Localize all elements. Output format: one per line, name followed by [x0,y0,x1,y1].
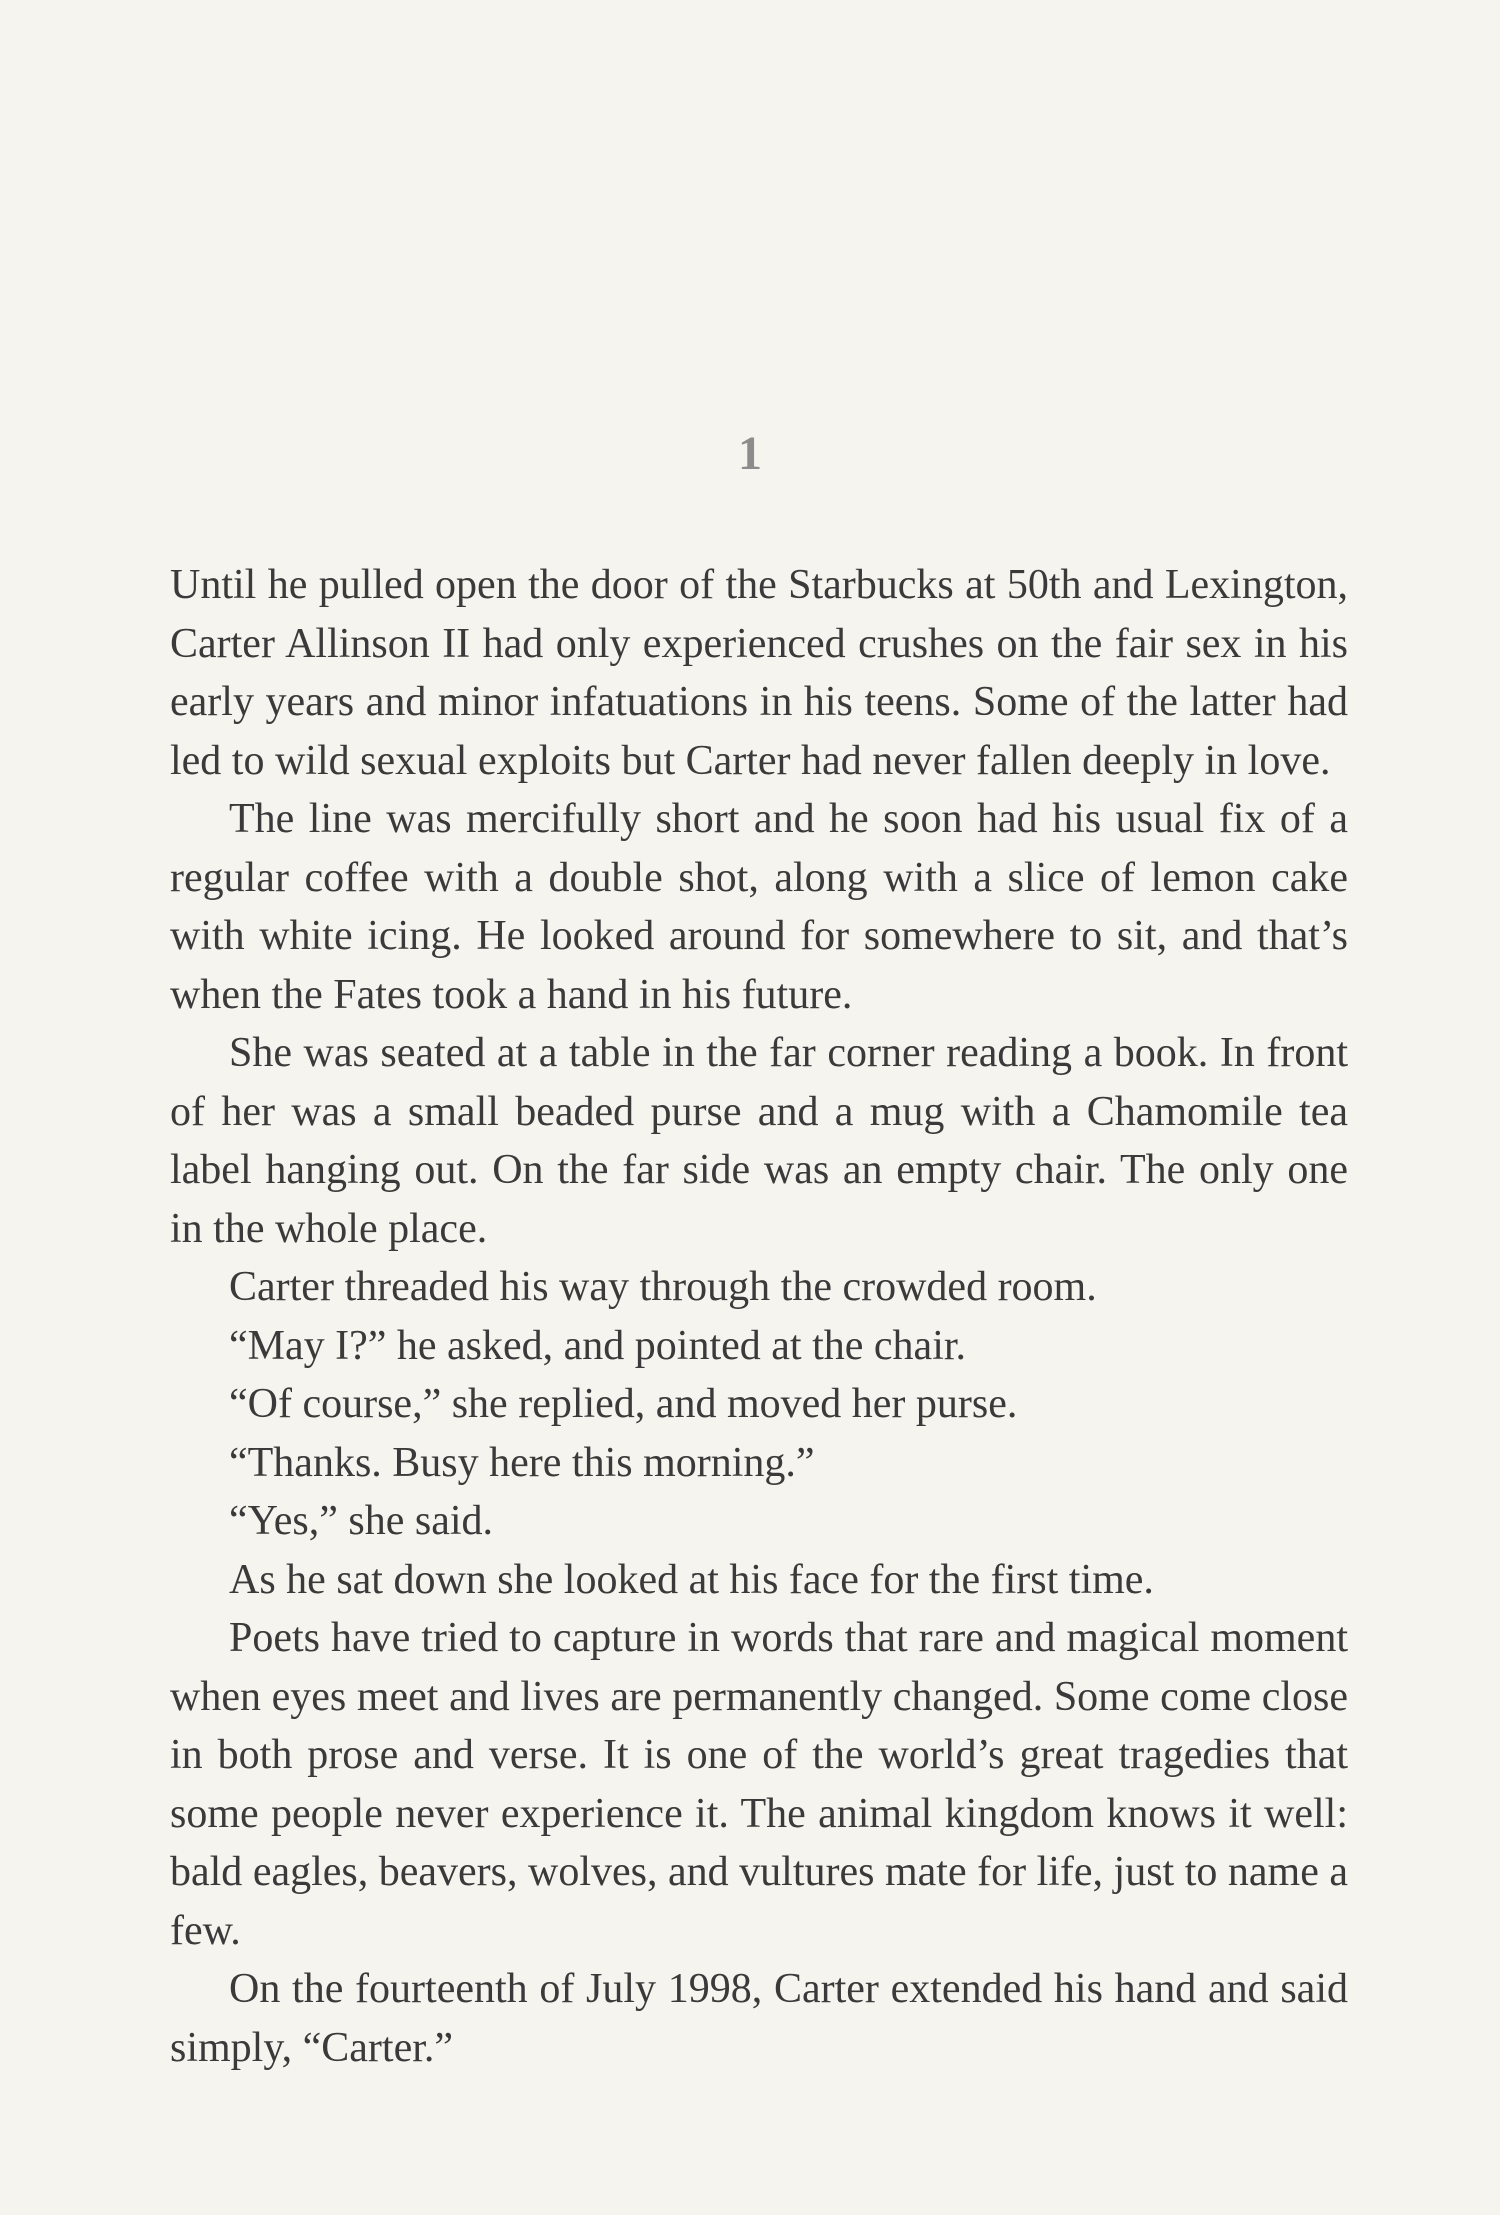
paragraph: The line was mercifully short and he soon had his usual fix of a regular coffee with a double shot, along with a slice of lemon cake with white icing. He looked around for somewhere to sit, and that’s when the Fates took a hand in his future. [170,796,1348,1018]
chapter-body [170,556,1348,2077]
paragraph: “May I?” he asked, and pointed at the chair. [229,1322,967,1369]
paragraph: On the fourteenth of July 1998, Carter extended his hand and said simply, “Carter.” [170,1966,1348,2071]
paragraph: “Of course,” she replied, and moved her purse. [229,1381,1018,1427]
paragraph: “Thanks. Busy here this morning.” [229,1439,815,1486]
paragraph: Poets have tried to capture in words that rare and magical moment when eyes meet and lives are permanently changed. Some come close in both prose and verse. It is one of the world’s great tragedies that some people never experience it. The animal kingdom knows it well: bald eagles, beavers, wolves, and vultures mate for life, just to name a few. [170,1615,1348,1954]
paragraph: She was seated at a table in the far corner reading a book. In front of her was a small beaded purse and a mug with a Chamomile tea label hanging out. On the far side was an empty chair. The only one in the whole place. [170,1030,1348,1252]
paragraph: Carter threaded his way through the crowded room. [229,1264,1097,1310]
paragraph: “Yes,” she said. [229,1498,494,1544]
paragraph: Until he pulled open the door of the Starbucks at 50th and Lexington, Carter Allinson II had only experienced crushes on the fair sex in his early years and minor infatuations in his teens. Some of the latter had led to wild sexual exploits but Carter had never fallen deeply in love. [170,562,1348,784]
paragraph: As he sat down she looked at his face for the first time. [229,1556,1154,1603]
chapter-number: 1 [738,427,762,480]
